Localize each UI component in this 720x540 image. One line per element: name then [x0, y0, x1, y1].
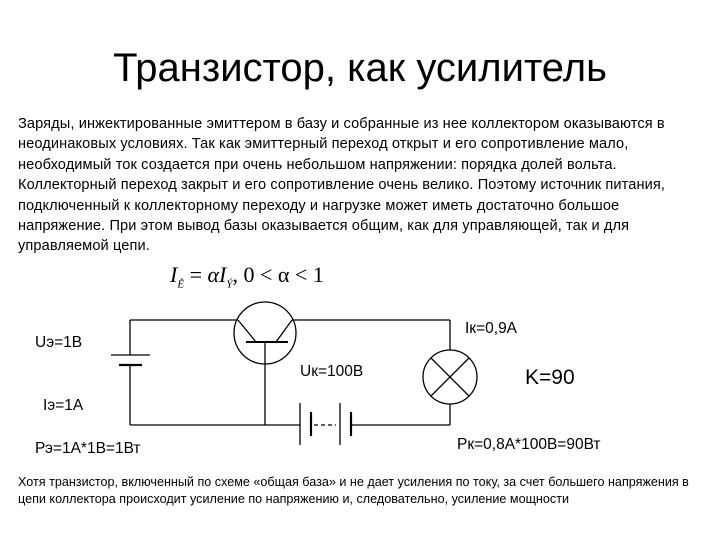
slide-title: Транзистор, как усилитель	[113, 46, 607, 90]
formula-rhs-symbol: I	[219, 262, 227, 287]
intro-paragraph: Заряды, инжектированные эмиттером в базу и собранные из нее коллектором оказываются в неодинаковых условиях. Так как эмиттерный переход открыт и его сопротивление мало, необходимый ток создается при очень небольшом напряжении: порядка долей вольта. Коллекторный переход закрыт и его сопротивление очень велико. Поэтому источник питания, подключенный к коллекторному переходу и нагрузке может иметь достаточно большое напряжение. При этом вывод базы оказывается общим, как для управляющей, так и для управляемой цепи.	[18, 116, 666, 255]
label-collector-voltage: Uк=100В	[300, 363, 364, 380]
formula-lhs-symbol: I	[170, 262, 178, 287]
conclusion-paragraph: Хотя транзистор, включенный по схеме «общая база» и не дает усиления по току, за счет большего напряжения в цепи коллектора происходит усиление по напряжению и, следовательно, усиление мощности	[18, 475, 689, 506]
transistor-collector-lead	[276, 320, 292, 342]
label-collector-power: Рк=0,8А*100В=90Вт	[457, 436, 601, 453]
label-collector-current: Iк=0,9А	[465, 320, 518, 337]
label-emitter-power: Рэ=1А*1В=1Вт	[35, 440, 141, 457]
formula-lhs-subscript: Ê	[177, 278, 185, 291]
formula-equals: =	[184, 262, 208, 287]
transistor-emitter-lead	[238, 320, 256, 342]
formula-condition: , 0 < α < 1	[232, 262, 324, 287]
formula-rhs-subscript: Ý	[226, 278, 233, 291]
label-emitter-current: Iэ=1А	[43, 397, 84, 414]
label-emitter-voltage: Uэ=1В	[35, 334, 83, 351]
formula-alpha: α	[207, 262, 220, 287]
label-gain: K=90	[525, 366, 575, 389]
